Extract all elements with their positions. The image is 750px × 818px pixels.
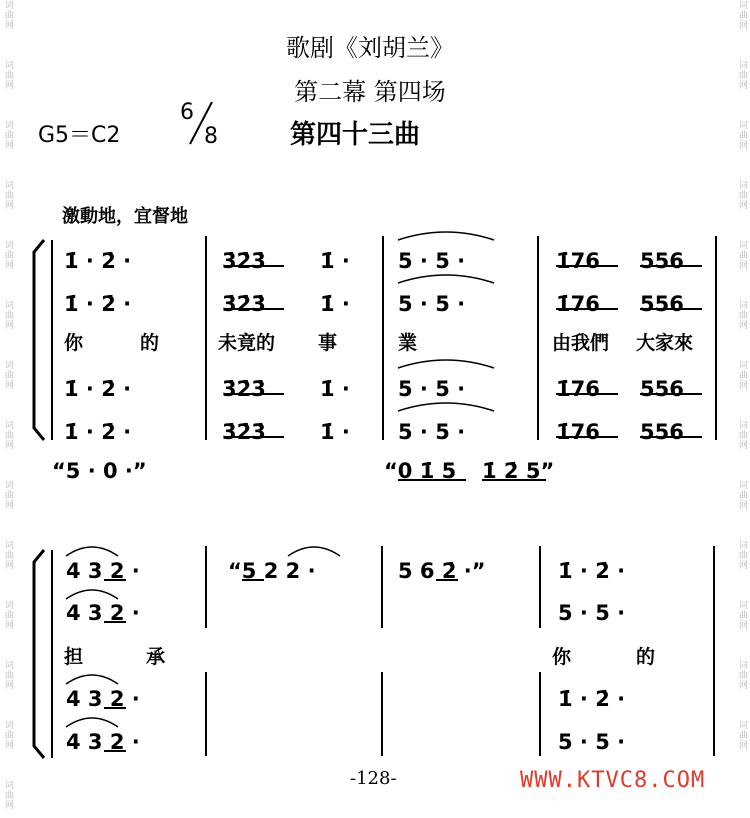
s1-r1-m2a: 3̇2̇3̇ bbox=[222, 249, 266, 273]
watermark-right-8: 词曲网 bbox=[736, 420, 747, 450]
s1-r2-m3: 5 · 5 · bbox=[398, 292, 466, 316]
s1-r1-m1: 1̇ · 2̇ · bbox=[64, 249, 132, 273]
chorus-part-1: “5 · 0 ·” bbox=[52, 459, 147, 483]
s1-r3-m4b: 556 bbox=[640, 377, 684, 401]
s1-r2-m2a: 3̇2̇3̇ bbox=[222, 292, 266, 316]
s1-lyric-1: 你 bbox=[64, 332, 84, 354]
watermark-right-9: 词曲网 bbox=[736, 480, 747, 510]
s2-r2-m1: 4 3 2 · bbox=[66, 601, 140, 625]
watermark-right-6: 词曲网 bbox=[736, 300, 747, 330]
s1-r2-m4a: 1̇76 bbox=[556, 292, 600, 316]
watermark-left-2: 词曲网 bbox=[2, 60, 13, 90]
s1-r3-m2b: 1̇ · bbox=[320, 377, 350, 401]
s1-lyric-3: 未竟的 bbox=[218, 332, 276, 354]
watermark-right-3: 词曲网 bbox=[736, 120, 747, 150]
watermark-right-2: 词曲网 bbox=[736, 60, 747, 90]
s2-r1-m4: 1̇ · 2̇ · bbox=[558, 559, 626, 583]
watermark-left-9: 词曲网 bbox=[2, 480, 13, 510]
expression-mark: 激動地，宜督地 bbox=[62, 206, 188, 227]
chorus-part-2: “0 1̇ 5 bbox=[384, 459, 457, 483]
s1-r4-m1: 1̇ · 2̇ · bbox=[64, 420, 132, 444]
meter-numerator: 6 bbox=[180, 100, 194, 125]
s1-r3-m1: 1̇ · 2̇ · bbox=[64, 377, 132, 401]
s2-lyric-1: 担 bbox=[64, 646, 84, 668]
s1-lyric-7: 大家來 bbox=[636, 332, 694, 354]
watermark-left-4: 词曲网 bbox=[2, 180, 13, 210]
watermark-left-8: 词曲网 bbox=[2, 420, 13, 450]
watermark-left-13: 词曲网 bbox=[2, 720, 13, 750]
s1-r1-m2b: 1̇ · bbox=[320, 249, 350, 273]
watermark-left-6: 词曲网 bbox=[2, 300, 13, 330]
watermark-left-11: 词曲网 bbox=[2, 600, 13, 630]
key-signature: G5＝C2 bbox=[38, 123, 121, 148]
s1-r3-m4a: 1̇76 bbox=[556, 377, 600, 401]
s1-r1-m3: 5 · 5 · bbox=[398, 249, 466, 273]
s2-r4-m1: 4 3 2 · bbox=[66, 730, 140, 754]
watermark-left-12: 词曲网 bbox=[2, 660, 13, 690]
s1-lyric-5: 業 bbox=[398, 332, 418, 354]
meter-denominator: 8 bbox=[204, 124, 218, 149]
s2-r1-m3: 5 6 2̇ ·” bbox=[398, 559, 486, 583]
s2-r2-m4: 5 · 5 · bbox=[558, 601, 626, 625]
s1-r1-m4a: 1̇76 bbox=[556, 249, 600, 273]
opera-title: 歌剧《刘胡兰》 bbox=[286, 34, 454, 62]
s1-r3-m3: 5 · 5 · bbox=[398, 377, 466, 401]
watermark-left-7: 词曲网 bbox=[2, 360, 13, 390]
page-number: -128- bbox=[350, 768, 397, 789]
s2-r3-m4: 1̇ · 2̇ · bbox=[558, 687, 626, 711]
s2-lyric-2: 承 bbox=[146, 646, 166, 668]
s1-r4-m2a: 3̇2̇3̇ bbox=[222, 420, 266, 444]
watermark-right-5: 词曲网 bbox=[736, 240, 747, 270]
s2-lyric-3: 你 bbox=[552, 646, 572, 668]
s2-r1-m2: “5 2 2 · bbox=[228, 559, 316, 583]
chorus-part-3: 1̇ 2̇ 5” bbox=[482, 459, 555, 483]
watermark-right-1: 词曲网 bbox=[736, 0, 747, 30]
watermark-right-10: 词曲网 bbox=[736, 540, 747, 570]
watermark-left-1: 词曲网 bbox=[2, 0, 13, 30]
watermark-left-14: 词曲网 bbox=[2, 780, 13, 810]
s2-lyric-4: 的 bbox=[636, 646, 656, 668]
watermark-right-7: 词曲网 bbox=[736, 360, 747, 390]
s1-r2-m1: 1̇ · 2̇ · bbox=[64, 292, 132, 316]
watermark-right-13: 词曲网 bbox=[736, 720, 747, 750]
watermark-right-12: 词曲网 bbox=[736, 660, 747, 690]
s1-lyric-4: 事 bbox=[318, 332, 338, 354]
s2-r3-m1: 4 3 2 · bbox=[66, 687, 140, 711]
s1-r2-m2b: 1̇ · bbox=[320, 292, 350, 316]
s1-r4-m3: 5 · 5 · bbox=[398, 420, 466, 444]
s1-lyric-6: 由我們 bbox=[552, 332, 610, 354]
s1-r4-m4b: 556 bbox=[640, 420, 684, 444]
s1-r4-m2b: 1̇ · bbox=[320, 420, 350, 444]
s1-r3-m2a: 3̇2̇3̇ bbox=[222, 377, 266, 401]
watermark-left-3: 词曲网 bbox=[2, 120, 13, 150]
s1-r2-m4b: 556 bbox=[640, 292, 684, 316]
s2-r4-m4: 5 · 5 · bbox=[558, 730, 626, 754]
s1-r1-m4b: 556 bbox=[640, 249, 684, 273]
site-watermark: WWW.KTVC8.COM bbox=[520, 768, 706, 793]
watermark-right-4: 词曲网 bbox=[736, 180, 747, 210]
watermark-left-10: 词曲网 bbox=[2, 540, 13, 570]
scene-title: 第二幕 第四场 bbox=[294, 78, 446, 106]
watermark-right-11: 词曲网 bbox=[736, 600, 747, 630]
watermark-left-5: 词曲网 bbox=[2, 240, 13, 270]
s1-r4-m4a: 1̇76 bbox=[556, 420, 600, 444]
piece-title: 第四十三曲 bbox=[290, 120, 421, 150]
s1-lyric-2: 的 bbox=[140, 332, 160, 354]
s2-r1-m1: 4 3 2 · bbox=[66, 559, 140, 583]
